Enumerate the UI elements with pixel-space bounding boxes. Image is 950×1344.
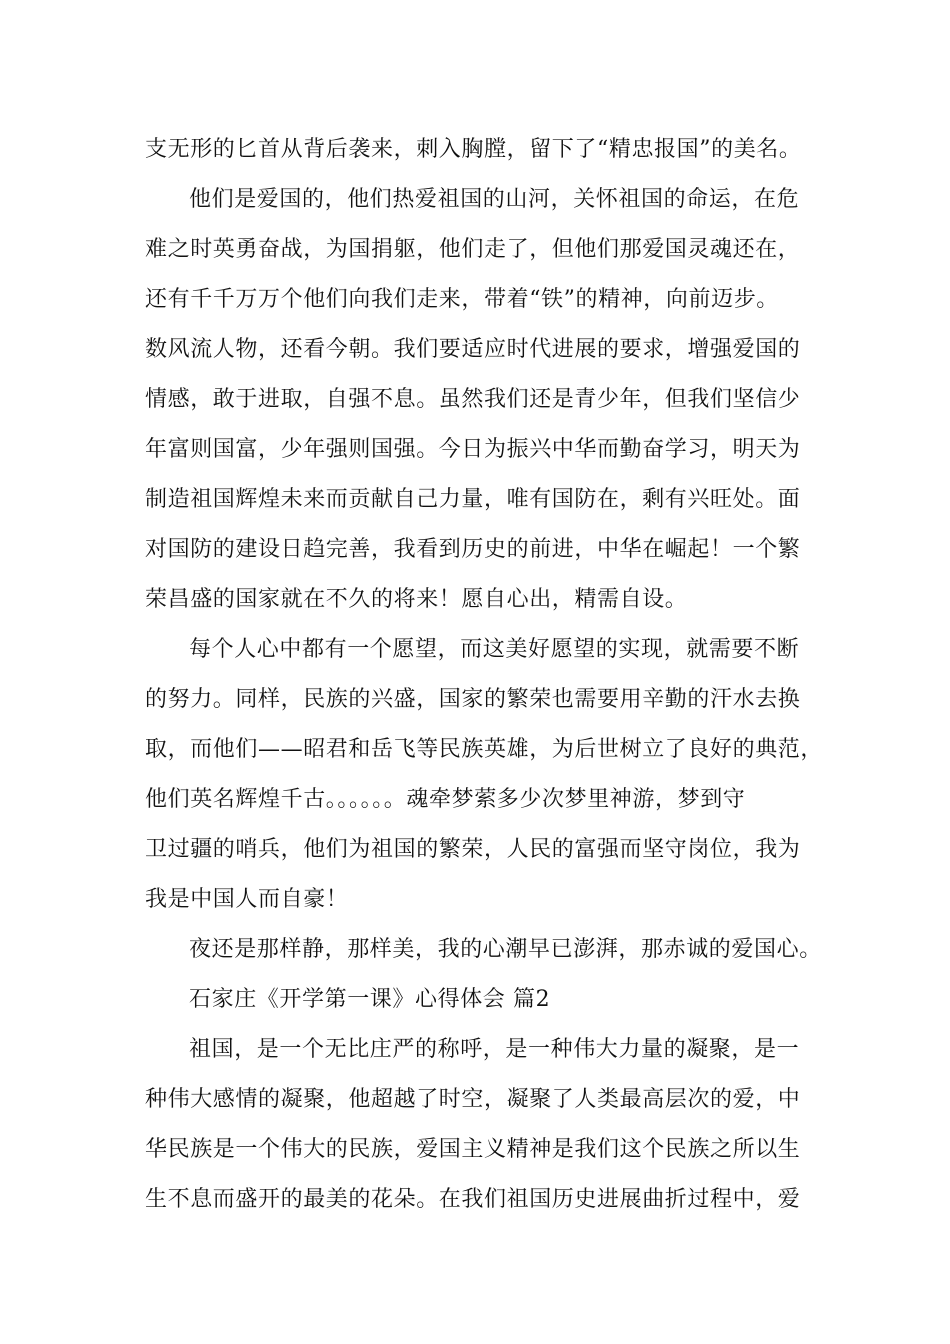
text-line-8: 制造祖国辉煌未来而贡献自己力量，唯有国防在，剩有兴旺处。面 xyxy=(145,487,801,512)
text-line-22: 生不息而盛开的最美的花朵。在我们祖国历史进展曲折过程中，爱 xyxy=(145,1187,801,1212)
text-line-12: 的努力。同样，民族的兴盛，国家的繁荣也需要用辛勤的汗水去换 xyxy=(145,687,801,712)
section-heading: 石家庄《开学第一课》心得体会 篇2 xyxy=(189,987,551,1012)
text-line-10: 荣昌盛的国家就在不久的将来！愿自心出，精需自设。 xyxy=(145,587,688,612)
text-line-15: 卫过疆的哨兵，他们为祖国的繁荣，人民的富强而坚守岗位，我为 xyxy=(145,837,801,862)
text-line-21: 华民族是一个伟大的民族，爱国主义精神是我们这个民族之所以生 xyxy=(145,1137,801,1162)
text-line-14: 他们英名辉煌千古。。。。。。魂牵梦萦多少次梦里神游，梦到守 xyxy=(145,787,746,812)
text-line-2: 他们是爱国的，他们热爱祖国的山河，关怀祖国的命运，在危 xyxy=(189,187,800,212)
text-line-4: 还有千千万万个他们向我们走来，带着“铁”的精神，向前迈步。 xyxy=(145,287,779,312)
text-line-11: 每个人心中都有一个愿望，而这美好愿望的实现，就需要不断 xyxy=(189,637,800,662)
text-line-5: 数风流人物，还看今朝。我们要适应时代进展的要求，增强爱国的 xyxy=(145,337,801,362)
text-line-9: 对国防的建设日趋完善，我看到历史的前进，中华在崛起！一个繁 xyxy=(145,537,801,562)
text-line-1: 支无形的匕首从背后袭来，刺入胸膛，留下了“精忠报国”的美名。 xyxy=(145,137,802,162)
text-line-3: 难之时英勇奋战，为国捐躯，他们走了，但他们那爱国灵魂还在， xyxy=(145,237,801,262)
text-line-13: 取，而他们——昭君和岳飞等民族英雄，为后世树立了良好的典范， xyxy=(145,737,824,762)
text-line-16: 我是中国人而自豪！ xyxy=(145,887,349,912)
text-line-19: 祖国，是一个无比庄严的称呼，是一种伟大力量的凝聚，是一 xyxy=(189,1037,800,1062)
text-line-17: 夜还是那样静，那样美，我的心潮早已澎湃，那赤诚的爱国心。 xyxy=(189,937,822,962)
text-line-20: 种伟大感情的凝聚，他超越了时空，凝聚了人类最高层次的爱，中 xyxy=(145,1087,801,1112)
text-line-6: 情感，敢于进取，自强不息。虽然我们还是青少年，但我们坚信少 xyxy=(145,387,801,412)
text-line-7: 年富则国富，少年强则国强。今日为振兴中华而勤奋学习，明天为 xyxy=(145,437,801,462)
